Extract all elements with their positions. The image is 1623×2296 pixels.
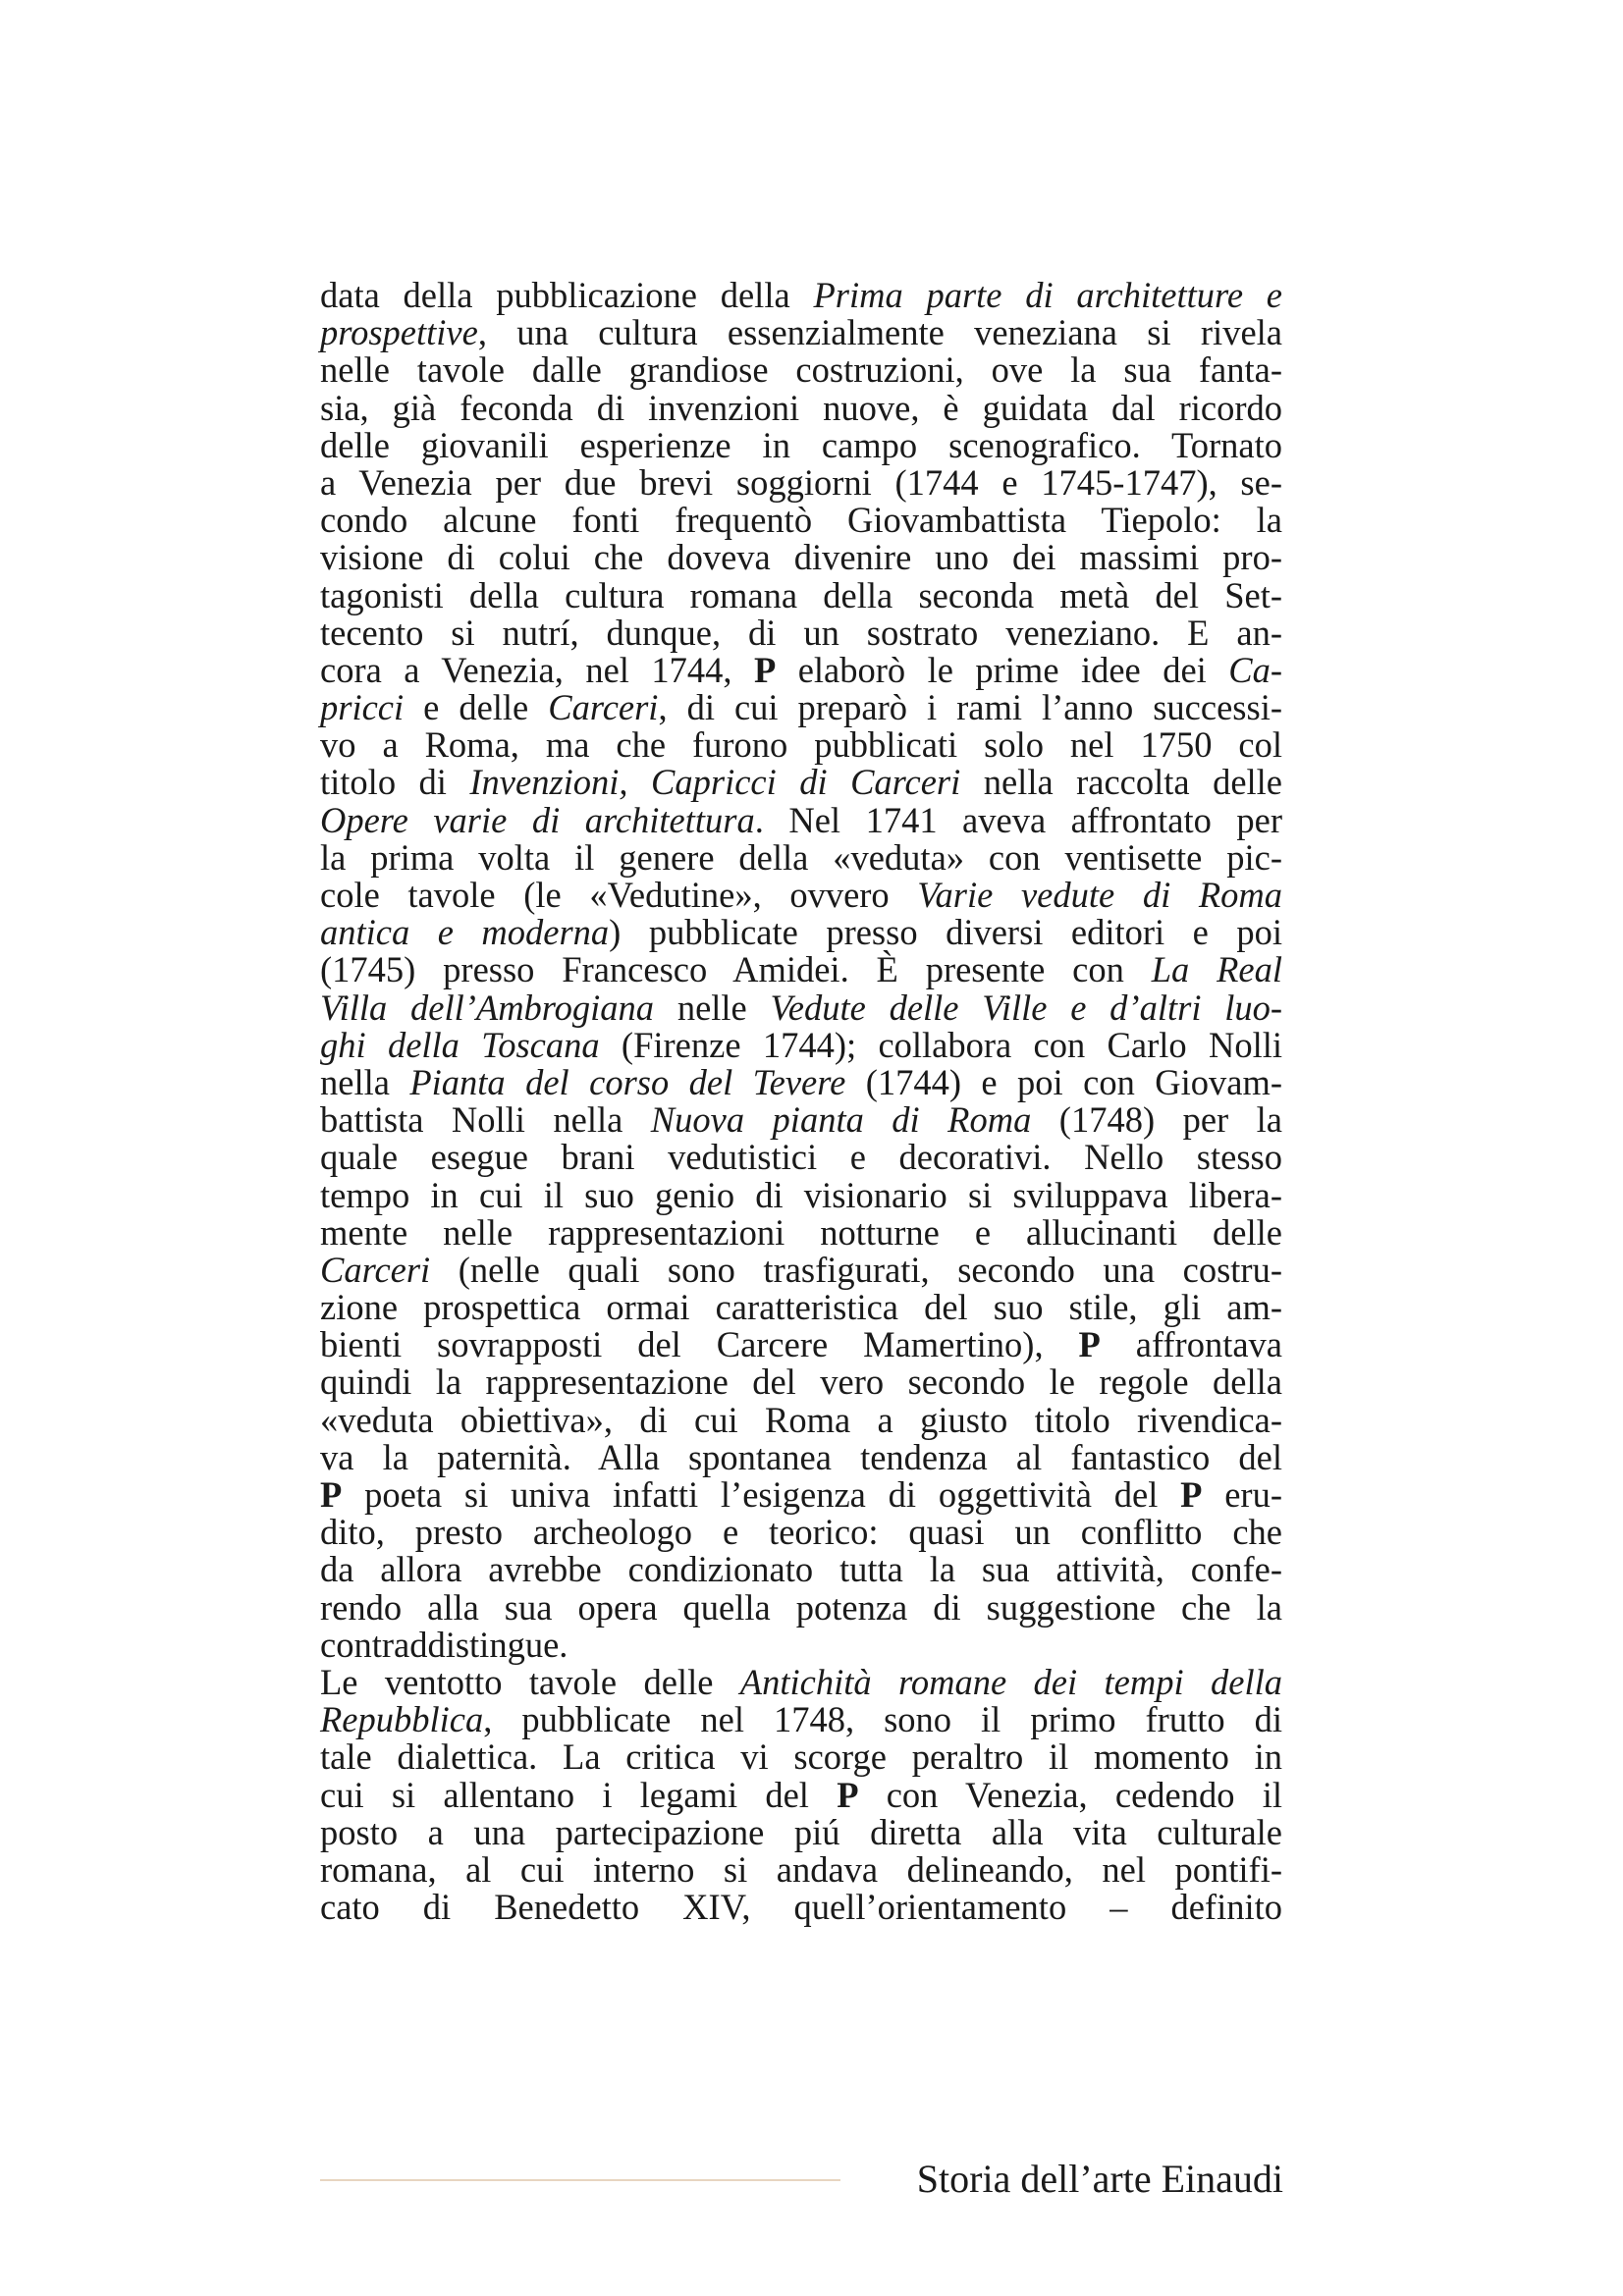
- text-line: [320, 1174, 1282, 1215]
- text-run: nelle tavole dalle grandiose costruzioni, ove la sua fanta-: [320, 349, 1282, 391]
- italic-title: Vedute delle Ville e d’altri luo-: [770, 987, 1283, 1028]
- text-line: [320, 951, 1282, 988]
- text-run: e delle: [404, 687, 549, 728]
- text-line: [320, 1551, 1282, 1588]
- text-run: battista Nolli nella: [320, 1099, 651, 1141]
- text-run: tempo in cui il suo genio di visionario si sviluppava libera-: [320, 1174, 1282, 1215]
- text-line: [320, 1024, 1282, 1065]
- author-initial: P: [1180, 1474, 1203, 1515]
- text-run: , pubblicate nel 1748, sono il primo frutto di: [483, 1699, 1282, 1740]
- text-run: (1748) per la: [1031, 1099, 1282, 1141]
- text-run: , di cui preparò i rami l’anno successi-: [658, 687, 1282, 728]
- text-run: sia, già feconda di invenzioni nuove, è guidata dal ricordo: [320, 387, 1282, 428]
- text-line: [320, 1514, 1282, 1551]
- text-run: rendo alla sua opera quella potenza di suggestione che la: [320, 1586, 1282, 1628]
- text-line: [320, 1139, 1282, 1176]
- text-run: bienti sovrapposti del Carcere Mamertino),: [320, 1324, 1079, 1365]
- text-line: [320, 1701, 1282, 1738]
- text-run: data della pubblicazione della: [320, 275, 814, 315]
- text-line: [320, 314, 1282, 351]
- text-line: [320, 1101, 1282, 1139]
- text-run: zione prospettica ormai caratteristica del suo stile, gli am-: [320, 1287, 1282, 1328]
- author-initial: P: [837, 1774, 859, 1815]
- text-line: [320, 649, 1283, 690]
- footer-rule: [320, 2179, 840, 2181]
- text-line: [320, 914, 1282, 951]
- italic-title: Carceri: [548, 687, 659, 728]
- text-run: ) pubblicate presso diversi editori e poi: [609, 912, 1282, 953]
- text-run: nelle: [654, 987, 771, 1028]
- text-line: [320, 1811, 1282, 1852]
- text-line: [320, 387, 1282, 428]
- text-run: vo a Roma, ma che furono pubblicati solo nel 1750 col: [320, 724, 1282, 766]
- text-run: (1745) presso Francesco Amidei. È presente con: [320, 949, 1152, 990]
- text-run: posto a una partecipazione piú diretta alla vita culturale: [320, 1811, 1282, 1852]
- text-line: [320, 277, 1282, 314]
- body-text: [320, 277, 1282, 1926]
- text-line: [320, 989, 1282, 1027]
- text-run: Le ventotto tavole delle: [320, 1661, 740, 1702]
- text-run: , una cultura essenzialmente veneziana si rivela: [477, 312, 1282, 353]
- author-initial: P: [753, 649, 777, 690]
- text-run: (nelle quali sono trasfigurati, secondo una costru-: [430, 1249, 1282, 1290]
- text-line: [320, 1661, 1282, 1702]
- text-line: [320, 1624, 1282, 1665]
- text-run: tagonisti della cultura romana della seconda metà del Set-: [320, 574, 1282, 615]
- text-line: [320, 1889, 1282, 1926]
- text-run: (Firenze 1744); collabora con Carlo Nolli: [599, 1024, 1282, 1065]
- text-run: elaborò le prime idee dei: [776, 649, 1229, 690]
- text-line: [320, 1774, 1282, 1815]
- text-run: dito, presto archeologo e teorico: quasi un conflitto che: [320, 1512, 1282, 1553]
- text-line: [320, 1399, 1282, 1440]
- text-line: [320, 877, 1282, 914]
- italic-title: Villa dell’Ambrogiana: [320, 987, 655, 1028]
- italic-title: prospettive: [320, 312, 478, 353]
- italic-title: antica e moderna: [320, 912, 610, 953]
- text-run: romana, al cui interno si andava delineando, nel pontifi-: [320, 1848, 1282, 1890]
- text-run: quindi la rappresentazione del vero secondo le regole della: [320, 1362, 1282, 1403]
- text-line: [320, 1436, 1282, 1477]
- text-line: [320, 1211, 1282, 1253]
- text-run: titolo di: [320, 762, 470, 803]
- text-line: [320, 1061, 1282, 1102]
- italic-title: Varie vedute di Roma: [917, 875, 1282, 915]
- text-line: [320, 1249, 1282, 1290]
- text-line: [320, 461, 1282, 503]
- italic-title: pricci: [320, 687, 405, 728]
- author-initial: P: [1078, 1324, 1101, 1365]
- text-line: [320, 836, 1282, 878]
- text-run: tecento si nutrí, dunque, di un sostrato veneziano. E an-: [320, 612, 1282, 653]
- text-line: [320, 1289, 1282, 1326]
- author-initial: P: [320, 1474, 343, 1515]
- text-run: mente nelle rappresentazioni notturne e allucinanti delle: [320, 1211, 1282, 1253]
- text-line: [320, 1848, 1282, 1890]
- text-line: [320, 574, 1282, 615]
- text-run: a Venezia per due brevi soggiorni (1744 e 1745-1747), se-: [320, 461, 1282, 503]
- text-run: affrontava: [1100, 1324, 1282, 1365]
- text-run: quale esegue brani vedutistici e decorativi. Nello stesso: [320, 1137, 1282, 1178]
- text-run: nella raccolta delle: [960, 762, 1283, 803]
- text-run: tale dialettica. La critica vi scorge peraltro il momento in: [320, 1736, 1282, 1778]
- text-run: (1744) e poi con Giovam-: [845, 1061, 1282, 1102]
- text-line: [320, 424, 1282, 465]
- text-run: . Nel 1741 aveva affrontato per: [754, 799, 1282, 840]
- text-line: [320, 1326, 1282, 1363]
- text-line: [320, 502, 1282, 539]
- italic-title: Ca-: [1228, 649, 1283, 690]
- text-run: da allora avrebbe condizionato tutta la sua attività, confe-: [320, 1549, 1282, 1590]
- text-run: la prima volta il genere della «veduta» con ventisette pic-: [320, 836, 1282, 878]
- text-run: contraddistingue.: [320, 1624, 568, 1665]
- footer-title: Storia dell’arte Einaudi: [916, 2157, 1283, 2201]
- text-line: [320, 351, 1282, 389]
- text-line: [320, 726, 1282, 764]
- italic-title: Pianta del corso del Tevere: [409, 1061, 846, 1102]
- text-run: cato di Benedetto XIV, quell’orientamento – definito: [320, 1887, 1282, 1928]
- text-line: [320, 689, 1282, 726]
- text-run: condo alcune fonti frequentò Giovambattista Tiepolo: la: [320, 500, 1282, 541]
- text-line: [320, 539, 1282, 576]
- text-line: [320, 1586, 1282, 1628]
- italic-title: Carceri: [320, 1249, 431, 1290]
- text-run: «veduta obiettiva», di cui Roma a giusto titolo rivendica-: [320, 1399, 1282, 1440]
- italic-title: Antichità romane dei tempi della: [739, 1661, 1282, 1702]
- text-run: nella: [320, 1061, 410, 1102]
- text-line: [320, 764, 1282, 801]
- text-run: cole tavole (le «Vedutine», ovvero: [320, 875, 918, 915]
- italic-title: Prima parte di architetture e: [813, 275, 1282, 315]
- text-run: cui si allentano i legami del: [320, 1774, 838, 1815]
- italic-title: Opere varie di architettura: [320, 799, 755, 840]
- text-run: va la paternità. Alla spontanea tendenza al fantastico del: [320, 1436, 1282, 1477]
- text-run: cora a Venezia, nel 1744,: [320, 649, 754, 690]
- text-run: delle giovanili esperienze in campo scenografico. Tornato: [320, 424, 1282, 465]
- text-line: [320, 1363, 1282, 1401]
- text-run: visione di colui che doveva divenire uno dei massimi pro-: [320, 537, 1282, 578]
- italic-title: Nuova pianta di Roma: [650, 1099, 1032, 1141]
- italic-title: Invenzioni, Capricci di Carceri: [469, 762, 961, 803]
- text-line: [320, 1476, 1282, 1514]
- italic-title: ghi della Toscana: [320, 1024, 600, 1065]
- italic-title: Repubblica: [320, 1699, 484, 1740]
- text-run: eru-: [1202, 1474, 1282, 1515]
- text-run: con Venezia, cedendo il: [858, 1774, 1282, 1815]
- text-line: [320, 1738, 1282, 1776]
- text-run: poeta si univa infatti l’esigenza di oggettività del: [342, 1474, 1181, 1515]
- text-line: [320, 614, 1282, 652]
- italic-title: La Real: [1151, 949, 1282, 990]
- text-line: [320, 799, 1282, 840]
